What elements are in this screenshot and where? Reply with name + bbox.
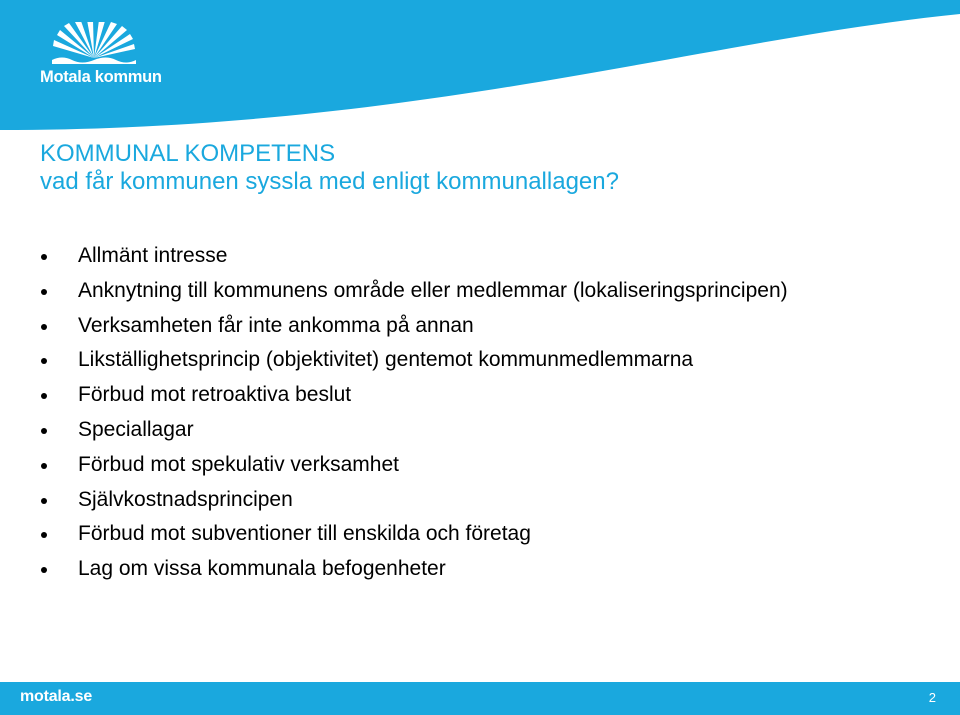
title-line-1: KOMMUNAL KOMPETENS — [40, 140, 336, 167]
list-item — [40, 448, 940, 483]
list-item — [40, 309, 940, 344]
bullet-list — [40, 239, 940, 587]
title-line-2: vad får kommunen syssla med enligt kommunallagen? — [40, 168, 619, 195]
bullet-icon — [41, 532, 47, 538]
logo-text: Motala kommun — [40, 68, 162, 86]
list-item-text: Speciallagar — [78, 417, 194, 441]
list-item-text: Likställighetsprincip (objektivitet) gentemot kommunmedlemmarna — [78, 348, 694, 372]
motala-logo — [40, 22, 162, 87]
bullet-icon — [41, 498, 47, 504]
list-item — [40, 343, 940, 378]
bullet-icon — [41, 358, 47, 364]
list-item — [40, 517, 940, 552]
list-item-text: Lag om vissa kommunala befogenheter — [78, 557, 446, 581]
list-item-text: Anknytning till kommunens område eller medlemmar (lokaliseringsprincipen) — [78, 278, 788, 302]
list-item — [40, 239, 940, 274]
bullet-icon — [41, 254, 47, 260]
list-item — [40, 552, 940, 587]
list-item — [40, 274, 940, 309]
bullet-icon — [41, 428, 47, 434]
list-item-text: Förbud mot subventioner till enskilda och företag — [78, 522, 531, 546]
list-item — [40, 413, 940, 448]
list-item-text: Förbud mot retroaktiva beslut — [78, 383, 352, 407]
footer-site-link[interactable]: motala.se — [20, 688, 93, 705]
list-item — [40, 483, 940, 518]
slide-title — [40, 140, 940, 196]
list-item-text: Allmänt intresse — [78, 244, 228, 267]
bullet-icon — [41, 567, 47, 573]
page-number: 2 — [928, 690, 936, 705]
footer-bar — [0, 682, 960, 715]
fan-sun-logo-icon — [50, 22, 138, 64]
list-item-text: Självkostnadsprincipen — [78, 487, 293, 511]
bullet-icon — [41, 463, 47, 469]
bullet-icon — [41, 393, 47, 399]
list-item-text: Verksamheten får inte ankomma på annan — [78, 313, 474, 337]
list-item — [40, 378, 940, 413]
bullet-icon — [41, 324, 47, 330]
bullet-icon — [41, 289, 47, 295]
list-item-text: Förbud mot spekulativ verksamhet — [78, 452, 399, 476]
